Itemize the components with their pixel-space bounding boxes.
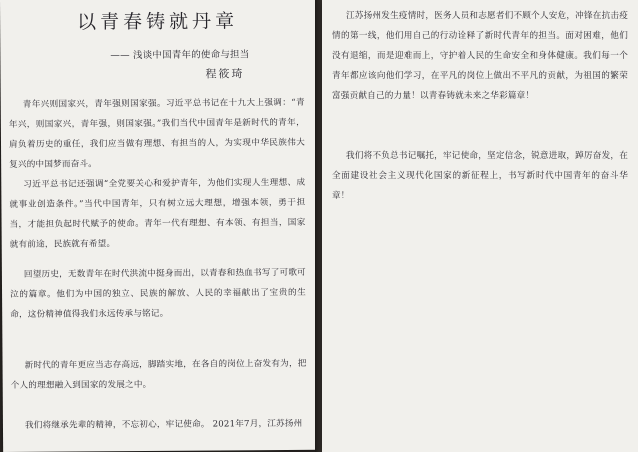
left-page xyxy=(0,0,318,452)
author-name: 程筱琦 xyxy=(205,67,245,81)
paragraph: 新时代的青年更应当志存高远，脚踏实地，在各自的岗位上奋发有为，把个人的理想融入到国家的发展之中。 xyxy=(10,358,307,391)
essay-subtitle: —— 浅谈中国青年的使命与担当 xyxy=(110,49,250,62)
paragraph: 习近平总书记还强调“全党要关心和爱护青年，为他们实现人生理想、成就事业创造条件。”当代中国青年，只有树立远大理想，增强本领，勇于担当，才能担负起时代赋予的使命。青年一代有理想、有本领、有担当，国家就有前途，民族就有希望。 xyxy=(9,177,306,250)
paragraph: 我们将继承先辈的精神，不忘初心，牢记使命。 2021年7月，江苏扬州 xyxy=(24,418,303,431)
right-page xyxy=(322,0,638,452)
essay-title: 以青春铸就丹章 xyxy=(77,10,239,34)
page-gap xyxy=(315,0,322,452)
paragraph: 江苏扬州发生疫情时，医务人员和志愿者们不顾个人安危，冲锋在抗击疫情的第一线，他们用自己的行动诠释了新时代青年的担当。面对困难，他们没有退缩，而是迎难而上，守护着人民的生命安全和身体健康。我们每一个青年都应该向他们学习，在平凡的岗位上做出不平凡的贡献，为祖国的繁荣富强贡献自己的力量！以青春铸就未来之华彩篇章！ xyxy=(332,11,628,101)
paragraph: 青年兴则国家兴，青年强则国家强。习近平总书记在十九大上强调：“青年兴，则国家兴，青年强，则国家强。”我们当代中国青年是新时代的青年，肩负着历史的重任，我们应当做有理想、有担当的人，为实现中华民族伟大复兴的中国梦而奋斗。 xyxy=(8,97,306,170)
paragraph: 回望历史，无数青年在时代洪流中挺身而出，以青春和热血书写了可歌可泣的篇章。他们为中国的独立、民族的解放、人民的幸福献出了宝贵的生命，这份精神值得我们永远传承与铭记。 xyxy=(10,267,307,320)
paragraph: 我们将不负总书记嘱托，牢记使命，坚定信念，锐意进取，踔厉奋发，在全面建设社会主义现代化国家的新征程上，书写新时代中国青年的奋斗华章！ xyxy=(332,151,628,201)
